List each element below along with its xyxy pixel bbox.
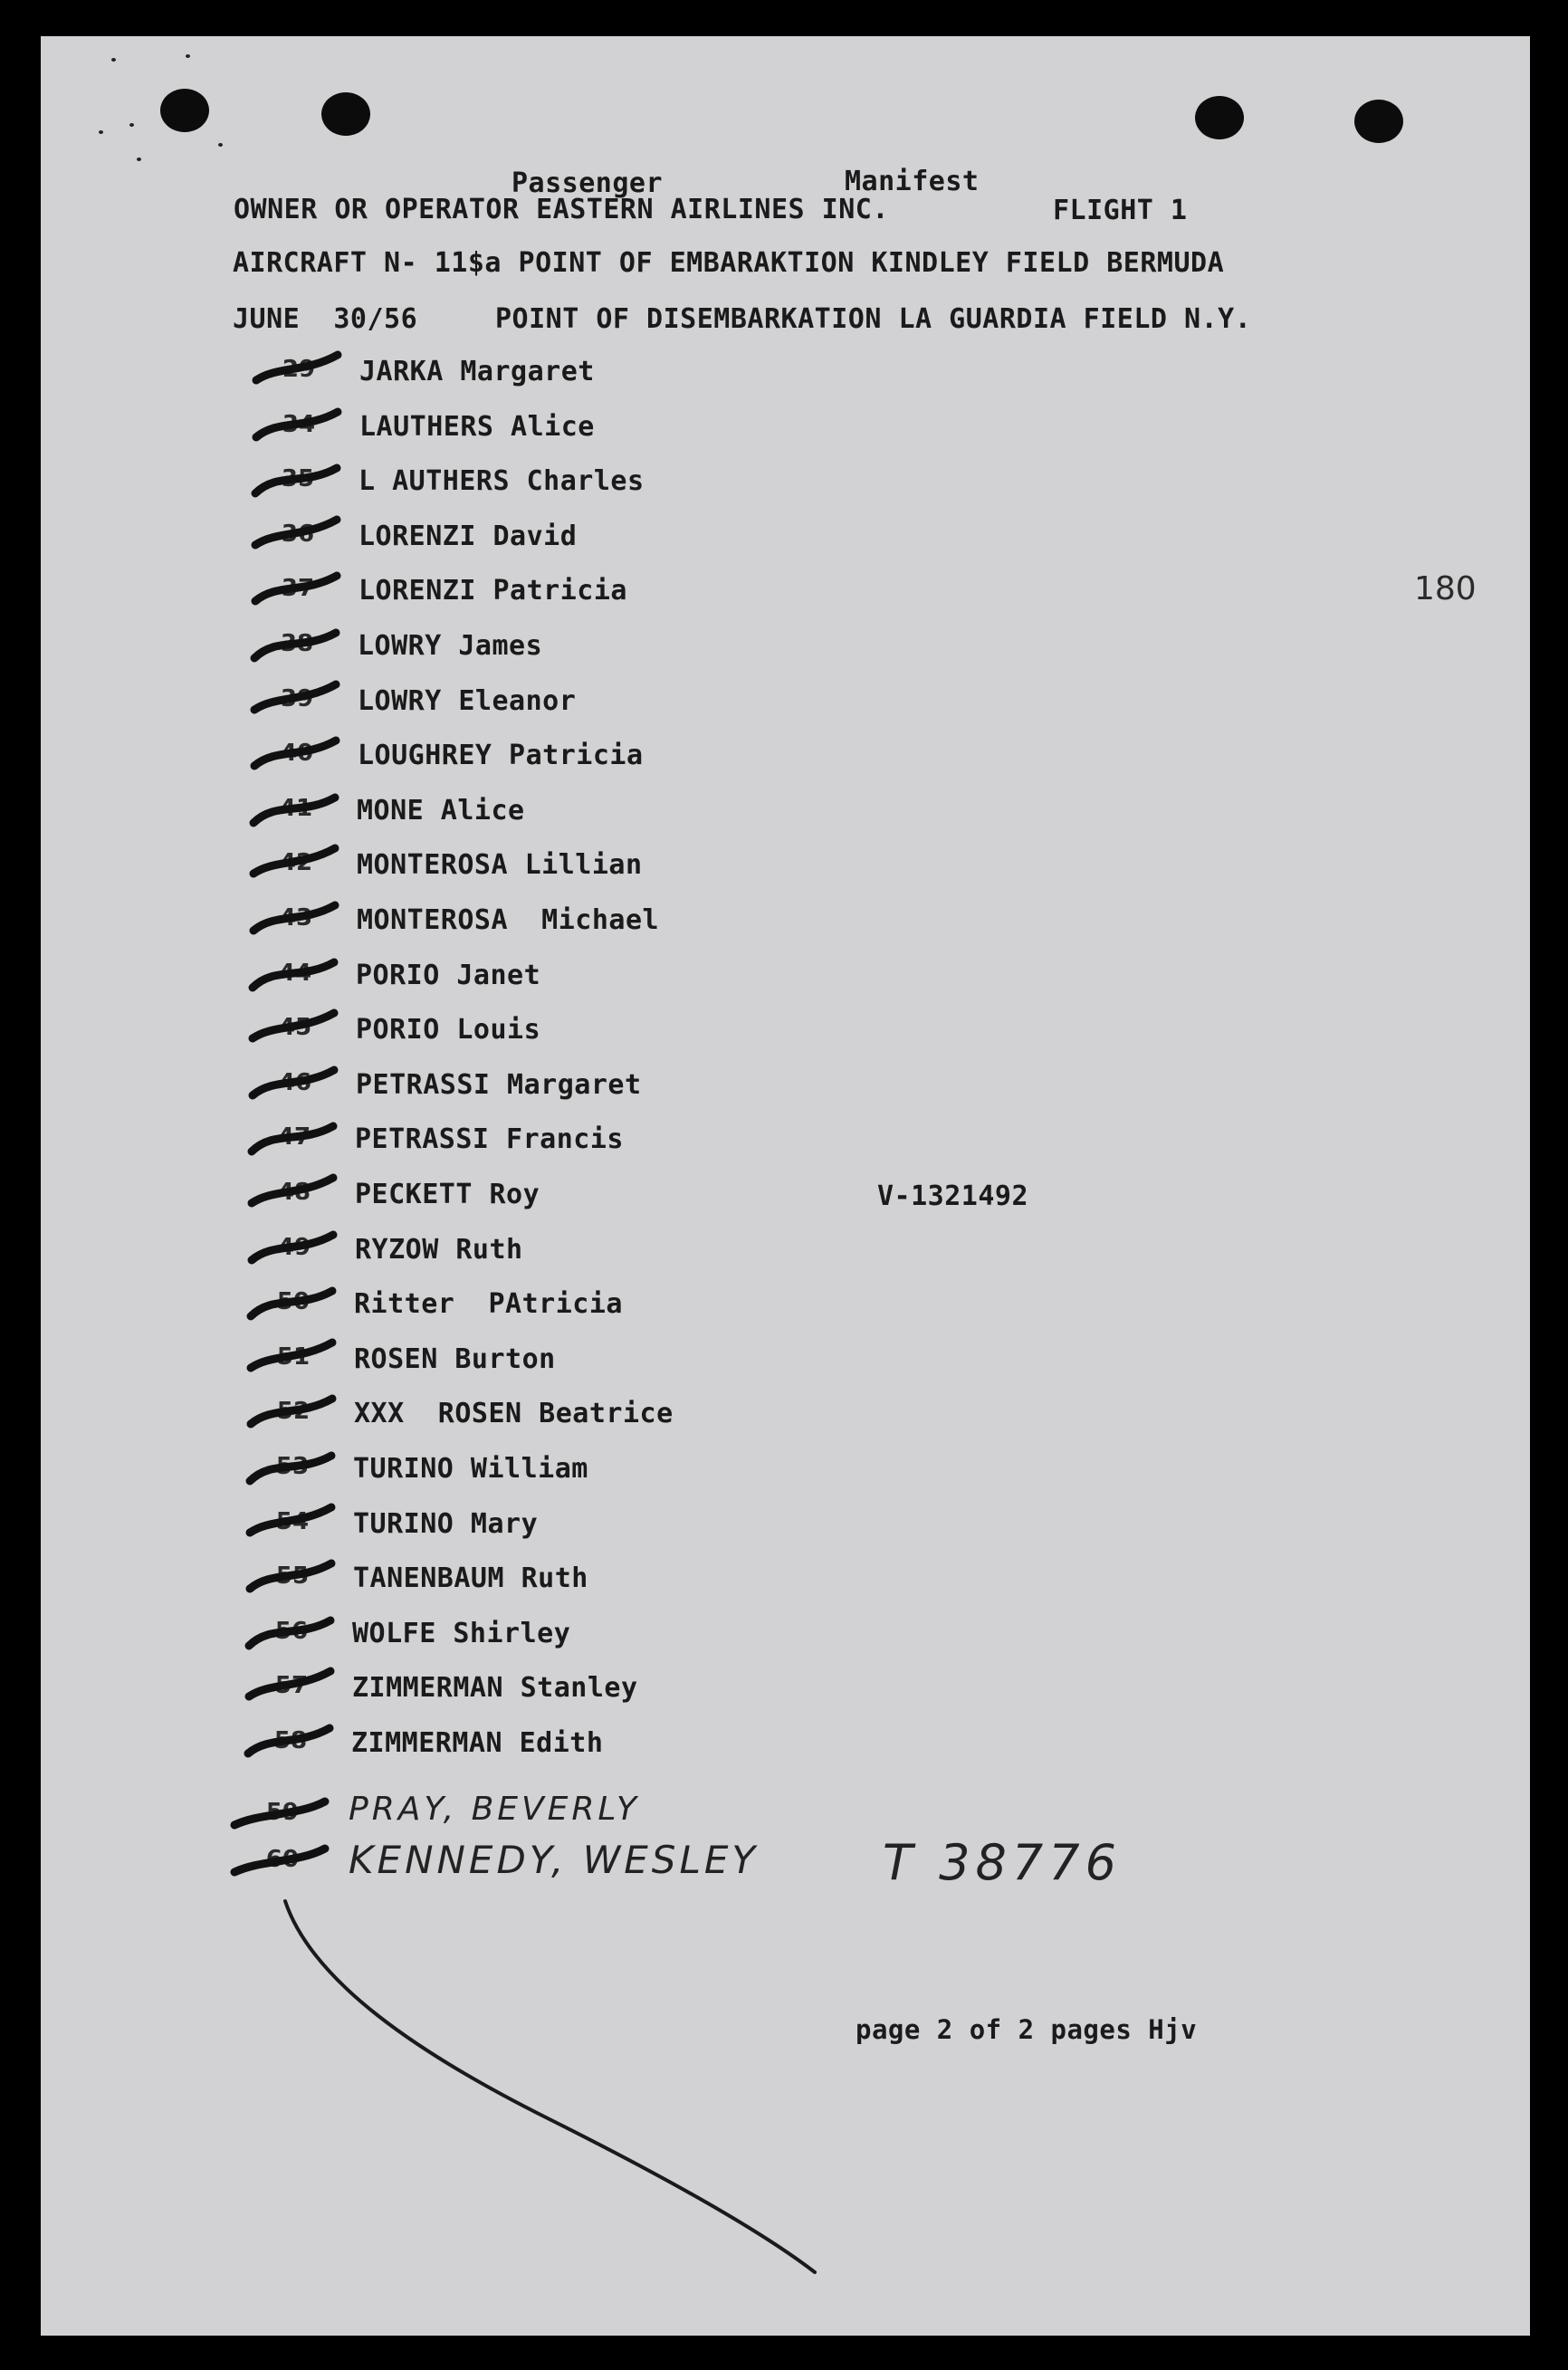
row-number-text: 42 — [279, 849, 313, 876]
passenger-name: LAUTHERS Alice — [359, 411, 595, 443]
passenger-name: ZIMMERMAN Edith — [351, 1727, 604, 1759]
manifest-page — [41, 36, 1530, 2336]
passenger-name: LOWRY James — [358, 630, 543, 662]
row-number-text: 59 — [265, 1799, 300, 1826]
passenger-name: TURINO William — [353, 1453, 588, 1485]
row-number-text: 35 — [281, 465, 315, 492]
row-number-text: 54 — [275, 1508, 310, 1535]
passenger-name: PORIO Janet — [356, 960, 541, 991]
passenger-name: MONE Alice — [357, 795, 525, 827]
title-passenger: Passenger — [512, 167, 664, 199]
row-number-text: 51 — [276, 1343, 311, 1371]
passenger-name: JARKA Margaret — [359, 356, 595, 387]
row-number-text: 53 — [275, 1453, 310, 1480]
row-number-text: 29 — [282, 356, 316, 383]
disembarkation-line: POINT OF DISEMBARKATION LA GUARDIA FIELD N.Y. — [495, 303, 1252, 335]
owner-line: OWNER OR OPERATOR EASTERN AIRLINES INC. — [234, 194, 889, 225]
passenger-name: PETRASSI Francis — [355, 1123, 624, 1155]
flight-date: JUNE 30/56 — [233, 303, 418, 335]
passenger-name: MONTEROSA Michael — [357, 904, 660, 936]
row-number-text: 38 — [280, 630, 314, 657]
row-number-text: 40 — [280, 740, 314, 767]
row-number-text: 56 — [274, 1618, 309, 1645]
passenger-name: PORIO Louis — [356, 1014, 541, 1046]
row-number-text: 50 — [276, 1288, 311, 1315]
page-number-stamp: 180 — [1414, 570, 1477, 607]
row-number-text: 41 — [279, 795, 313, 822]
passenger-name: ZIMMERMAN Stanley — [352, 1672, 638, 1704]
row-number-text: 44 — [278, 960, 312, 987]
pen-sweep-line — [41, 36, 1530, 2336]
passenger-name: LOWRY Eleanor — [358, 685, 577, 717]
row-number-text: 48 — [277, 1179, 311, 1206]
row-number-text: 47 — [277, 1123, 311, 1151]
row-number-text: 45 — [278, 1014, 312, 1041]
passenger-name: LOUGHREY Patricia — [358, 740, 644, 771]
aircraft-line: AIRCRAFT N- 11$a POINT OF EMBARAKTION KINDLEY FIELD BERMUDA — [233, 247, 1225, 279]
title-manifest: Manifest — [845, 166, 980, 197]
passenger-name: LORENZI David — [359, 521, 578, 552]
passenger-name: ROSEN Burton — [354, 1343, 556, 1375]
row-number-text: 37 — [281, 575, 315, 602]
handwritten-name: PRAY, BEVERLY — [349, 1791, 641, 1828]
row-number-text: 60 — [265, 1846, 300, 1873]
passenger-name: RYZOW Ruth — [355, 1234, 523, 1266]
row-number-text: 58 — [273, 1727, 308, 1754]
passenger-name: TANENBAUM Ruth — [353, 1562, 588, 1594]
passenger-name: PETRASSI Margaret — [356, 1069, 642, 1101]
page-footer: page 2 of 2 pages Hjv — [856, 2014, 1198, 2045]
passenger-name: PECKETT Roy — [355, 1179, 540, 1210]
passenger-note: V-1321492 — [877, 1180, 1029, 1212]
row-number-text: 46 — [278, 1069, 312, 1096]
passenger-name: L AUTHERS Charles — [359, 465, 645, 497]
row-number-text: 55 — [275, 1562, 310, 1590]
row-number-text: 36 — [281, 521, 315, 548]
passenger-name: WOLFE Shirley — [352, 1618, 571, 1649]
handwritten-note: T 38776 — [883, 1834, 1122, 1891]
row-number-text: 49 — [277, 1234, 311, 1261]
passenger-name: Ritter PAtricia — [354, 1288, 623, 1320]
passenger-name: LORENZI Patricia — [359, 575, 627, 607]
passenger-name: TURINO Mary — [353, 1508, 539, 1540]
flight-number: FLIGHT 1 — [1053, 195, 1188, 226]
passenger-name: MONTEROSA Lillian — [357, 849, 643, 881]
row-number-text: 34 — [282, 411, 316, 438]
row-number-text: 57 — [274, 1672, 309, 1699]
row-number-text: 52 — [276, 1398, 311, 1425]
row-number-text: 39 — [280, 685, 314, 712]
passenger-name: XXX ROSEN Beatrice — [354, 1398, 674, 1429]
row-number-text: 43 — [279, 904, 313, 932]
handwritten-name: KENNEDY, WESLEY — [349, 1838, 760, 1882]
